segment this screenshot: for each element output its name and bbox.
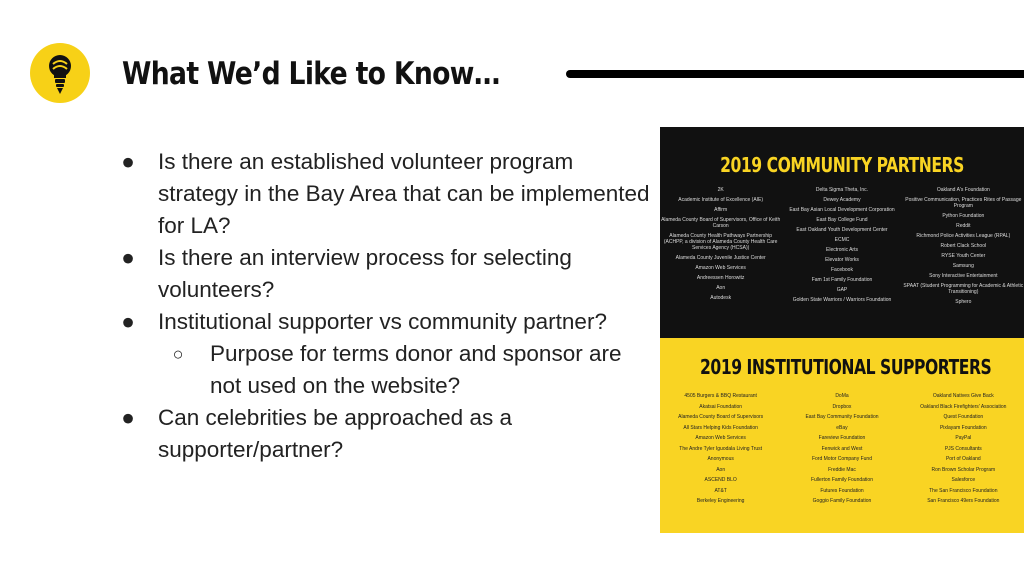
bullet-marker: ●	[121, 149, 135, 174]
partner-name: Andreessen Horowitz	[696, 275, 745, 281]
supporter-name: East Bay Community Foundation	[805, 414, 879, 420]
partner-name: Golden State Warriors / Warriors Foundation	[792, 297, 892, 303]
partner-name: Aon	[716, 285, 726, 291]
supporter-column	[660, 393, 781, 509]
partner-name: Richmond Police Activities League (RPAL)	[916, 233, 1011, 239]
list-item	[118, 338, 658, 402]
partner-name: SPAAT (Student Programming for Academic & Athletic Transitioning)	[903, 283, 1024, 295]
supporter-name: The San Francisco Foundation	[929, 487, 998, 494]
supporter-name: PayPal	[955, 435, 972, 441]
supporter-name: 4505 Burgers & BBQ Restaurant	[684, 393, 757, 399]
partner-name: GAP	[836, 287, 848, 293]
institutional-supporters-columns	[660, 393, 1024, 509]
partner-column	[660, 187, 781, 309]
supporter-name: Dropbox	[832, 403, 852, 410]
partner-name: Alameda County Health Pathways Partnership (ACHPP, a division of Alameda County Health Care Services Agency (HCSA))	[663, 233, 778, 251]
supporter-name: Port of Oakland	[945, 456, 981, 462]
list-item	[118, 146, 658, 242]
supporter-name: Ron Brown Scholar Program	[931, 466, 996, 473]
supporter-name: Berkeley Engineering	[696, 498, 745, 504]
bullet-marker: ●	[121, 309, 135, 334]
partner-name: 2K	[717, 187, 724, 193]
partner-name: Autodesk	[710, 295, 732, 301]
supporter-name: Amazon Web Services	[695, 435, 746, 441]
supporter-name: Ford Motor Company Fund	[811, 456, 872, 462]
list-item	[118, 306, 658, 338]
partner-name: Alameda County Juvenile Justice Center	[675, 255, 766, 261]
bullet-list	[118, 146, 658, 466]
partner-name: Affirm	[714, 207, 728, 213]
supporter-name: Akatsai Foundation	[699, 403, 743, 410]
supporter-name: Aon	[716, 466, 726, 473]
supporter-column	[903, 393, 1024, 509]
supporter-name: Goggio Family Foundation	[812, 498, 872, 504]
bullet-text: Purpose for terms donor and sponsor are not used on the website?	[210, 341, 622, 398]
partner-name: Fam 1st Family Foundation	[811, 277, 873, 283]
partner-name: Electronic Arts	[826, 247, 858, 253]
community-partners-heading: 2019 COMMUNITY PARTNERS	[720, 153, 964, 177]
supporter-name: San Francisco 49ers Foundation	[927, 498, 1000, 504]
supporter-name: All Stars Helping Kids Foundation	[683, 424, 758, 431]
supporter-name: ASCEND BLO	[704, 477, 737, 483]
partner-name: Python Foundation	[942, 213, 985, 219]
supporter-name: eBay	[836, 424, 848, 431]
partner-name: Sphero	[955, 299, 972, 305]
supporter-name: Fareview Foundation	[818, 435, 866, 441]
partners-poster-image	[660, 127, 1024, 533]
logo	[30, 43, 90, 103]
partner-name: East Bay Asian Local Development Corporation	[789, 207, 895, 213]
community-partners-section	[660, 127, 1024, 338]
partner-name: RYSE Youth Center	[941, 253, 986, 259]
supporter-column	[781, 393, 902, 509]
partner-name: ECMC	[834, 237, 850, 243]
partner-name: Positive Communication, Practices Rites of Passage Program	[905, 197, 1022, 209]
supporter-name: The Andre Tyler Iguodala Living Trust	[679, 445, 763, 452]
community-partners-columns	[660, 187, 1024, 309]
partner-name: Facebook	[831, 267, 853, 273]
bullet-marker: ●	[121, 405, 135, 430]
partner-column	[781, 187, 902, 309]
partner-name: Alameda County Board of Supervisors, Office of Keith Carson	[661, 217, 781, 229]
supporter-name: Futures Foundation	[820, 487, 864, 494]
list-item	[118, 242, 658, 306]
bullet-text: Is there an interview process for selecting volunteers?	[158, 245, 572, 302]
institutional-supporters-heading: 2019 INSTITUTIONAL SUPPORTERS	[700, 355, 992, 379]
partner-name: East Oakland Youth Development Center	[796, 227, 888, 233]
supporter-name: AT&T	[714, 487, 727, 494]
partner-name: Oakland A's Foundation	[936, 187, 990, 193]
bullet-text: Institutional supporter vs community partner?	[158, 309, 607, 334]
supporter-name: Salesforce	[951, 477, 976, 483]
partner-name: Academic Institute of Excellence (AIE)	[678, 197, 764, 203]
supporter-name: Pixlayam Foundation	[939, 424, 987, 431]
partner-name: Elevator Works	[825, 257, 859, 263]
bullet-marker: ●	[121, 245, 135, 270]
supporter-name: Fullerton Family Foundation	[811, 477, 873, 483]
partner-name: Sony Interactive Entertainment	[929, 273, 998, 279]
partner-name: Amazon Web Services	[695, 265, 746, 271]
supporter-name: Oakland Black Firefighters' Association	[920, 403, 1007, 410]
list-item	[118, 402, 658, 466]
supporter-name: Freddie Mac	[828, 466, 856, 473]
institutional-supporters-section	[660, 338, 1024, 533]
partner-column	[903, 187, 1024, 309]
lightbulb-icon	[30, 43, 90, 103]
partner-name: Delta Sigma Theta, Inc.	[815, 187, 869, 193]
supporter-name: Alameda County Board of Supervisors	[678, 414, 764, 420]
partner-name: East Bay College Fund	[816, 217, 868, 223]
partner-name: Reddit	[956, 223, 971, 229]
supporter-name: Oakland Natives Give Back	[932, 393, 994, 399]
supporter-name: PJS Consultants	[944, 445, 982, 452]
bullet-text: Is there an established volunteer program strategy in the Bay Area that can be implemented for LA?	[158, 149, 650, 238]
bullet-text: Can celebrities be approached as a supporter/partner?	[158, 405, 512, 462]
supporter-name: Fenwick and West	[821, 445, 863, 452]
supporter-name: Quest Foundation	[943, 414, 984, 420]
bullet-marker: ○	[172, 344, 184, 364]
partner-name: Robert Clack School	[940, 243, 987, 249]
partner-name: Dewey Academy	[823, 197, 861, 203]
partner-name: Samsung	[952, 263, 974, 269]
title-divider	[566, 70, 1024, 78]
supporter-name: Anonymous	[707, 456, 734, 462]
page-title: What We’d Like to Know…	[122, 56, 500, 92]
supporter-name: DoMa	[835, 393, 849, 399]
